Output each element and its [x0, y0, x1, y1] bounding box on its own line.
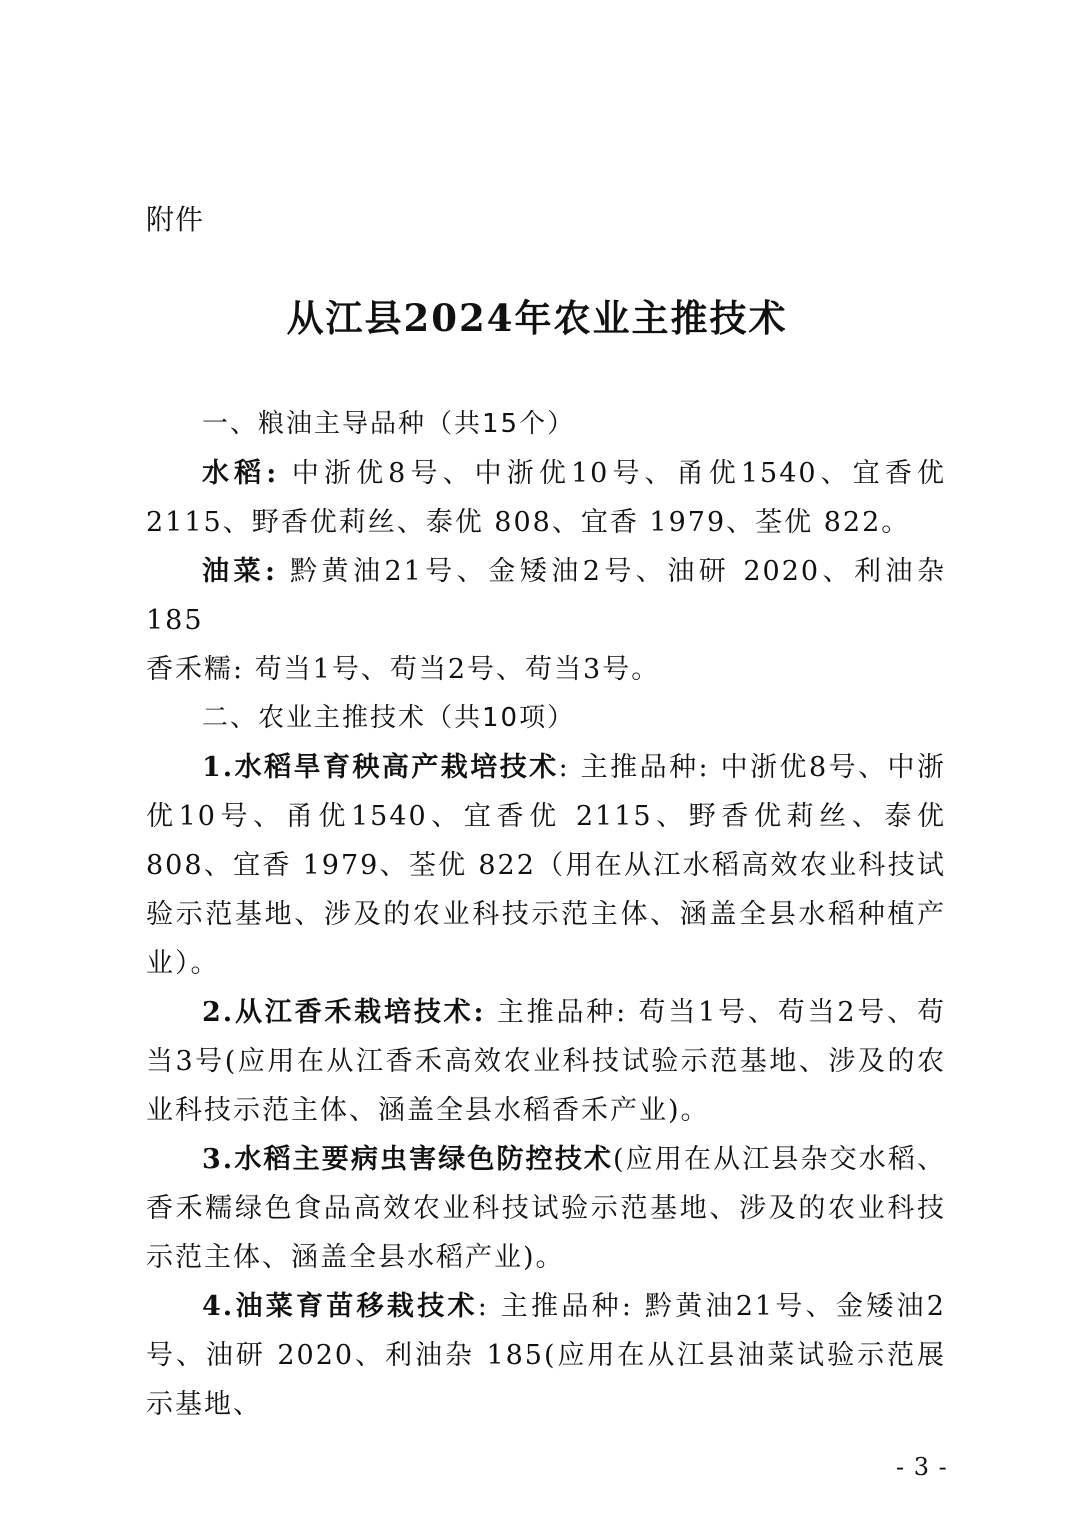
section-heading-varieties: 一、粮油主导品种（共15个） — [202, 409, 576, 439]
paragraph-rice — [146, 449, 946, 547]
technology-1-lead: 1.水稻旱育秧高产栽培技术 — [202, 752, 559, 783]
technology-2-text: 主推品种: 苟当1号、苟当2号、苟当3号(应用在从江香禾高效农业科技试验示范基地、涉及的农业科技示范主体、涵盖全县水稻香禾产业)。 — [146, 997, 946, 1126]
page-number: - 3 - — [896, 1453, 948, 1481]
technology-3-text: (应用在从江县杂交水稻、香禾糯绿色食品高效农业科技试验示范基地、涉及的农业科技示范主体、涵盖全县水稻产业)。 — [146, 1144, 946, 1273]
rapeseed-text: 黔黄油21号、金矮油2号、油研 2020、利油杂185 — [146, 556, 946, 636]
document-title: 从江县2024年农业主推技术 — [286, 296, 788, 340]
technology-3-lead: 3.水稻主要病虫害绿色防控技术 — [202, 1144, 614, 1175]
technology-1-text: : 主推品种: 中浙优8号、中浙优10号、甬优1540、宜香优 2115、野香优莉丝、泰优 808、宜香 1979、荃优 822（用在从江水稻高效农业科技试验示范基地、涉及的农业科技示范主体、涵盖全县水稻种植产业）。 — [146, 752, 946, 979]
technology-4-text: : 主推品种: 黔黄油21号、金矮油2号、油研 2020、利油杂 185(应用在从江县油菜试验示范展示基地、 — [146, 1291, 946, 1420]
rapeseed-lead: 油菜: — [202, 556, 277, 587]
paragraph-technology-2 — [146, 988, 946, 1135]
paragraph-technology-3 — [146, 1135, 946, 1282]
document-body — [146, 400, 946, 1429]
rice-text: 中浙优8号、中浙优10号、甬优1540、宜香优 2115、野香优莉丝、泰优 808、宜香 1979、荃优 822。 — [146, 458, 946, 538]
paragraph-technology-1 — [146, 743, 946, 988]
technology-2-lead: 2.从江香禾栽培技术: — [202, 997, 486, 1028]
paragraph-glutinous-rice: 香禾糯: 苟当1号、苟当2号、苟当3号。 — [146, 654, 661, 685]
paragraph-rapeseed — [146, 547, 946, 645]
technology-4-lead: 4.油菜育苗移栽技术 — [202, 1291, 478, 1322]
paragraph-technology-4 — [146, 1282, 946, 1429]
section-heading-technologies: 二、农业主推技术（共10项） — [202, 703, 576, 733]
attachment-label: 附件 — [146, 203, 205, 236]
rice-lead: 水稻: — [202, 458, 279, 489]
